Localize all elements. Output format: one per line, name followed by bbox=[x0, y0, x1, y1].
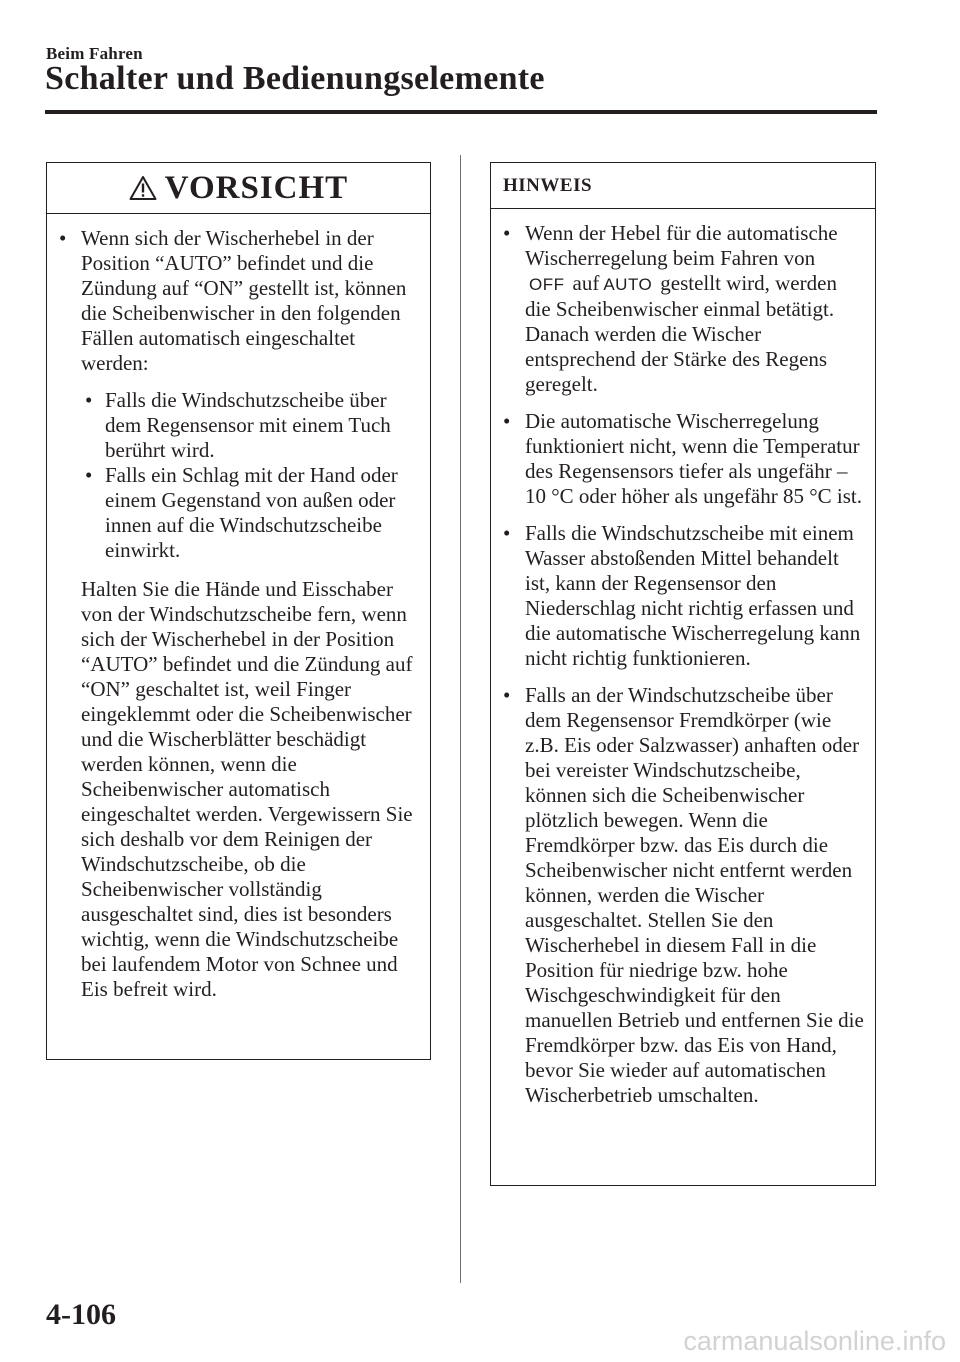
caution-subitem-text: Falls die Windschutzscheibe über dem Regensensor mit einem Tuch berührt wird. bbox=[105, 388, 391, 462]
note-bullet bbox=[499, 221, 865, 397]
caution-bullet-text: Wenn sich der Wischerhebel in der Position “AUTO” befindet und die Zündung auf “ON” gestellt ist, können die Scheibenwischer in den folgenden Fällen automatisch eingeschaltet werden: bbox=[81, 226, 407, 375]
bullet-dot-icon: • bbox=[503, 683, 511, 707]
note-bullet bbox=[499, 409, 865, 509]
auto-position-glyph: AUTO bbox=[603, 275, 653, 294]
note-bullet1-part3: gestellt wird, werden die Scheibenwischer einmal betätigt. Danach werden die Wischer entsprechend der Stärke des Regens geregelt. bbox=[525, 271, 837, 396]
watermark: carmanualsonline.info bbox=[683, 1326, 946, 1356]
bullet-dot-icon: • bbox=[503, 521, 511, 545]
section-label: Beim Fahren bbox=[46, 44, 143, 63]
note-bullet bbox=[499, 521, 865, 671]
note-header: HINWEIS bbox=[491, 163, 875, 209]
off-position-glyph: OFF bbox=[529, 275, 565, 294]
header-rule bbox=[45, 110, 877, 114]
page-title: Schalter und Bedienungselemente bbox=[45, 60, 545, 97]
caution-bullet bbox=[55, 226, 420, 376]
note-box bbox=[490, 162, 876, 1186]
caution-title: VORSICHT bbox=[164, 169, 349, 206]
bullet-dot-icon: • bbox=[503, 221, 511, 245]
caution-sub-list bbox=[81, 388, 420, 563]
caution-body bbox=[47, 214, 430, 1002]
note-bullet bbox=[499, 683, 865, 1108]
note-body bbox=[491, 209, 875, 1108]
note-bullet-text: Die automatische Wischerregelung funktioniert nicht, wenn die Temperatur des Regensensors tiefer als ungefähr –10 °C oder höher als ungefähr 85 °C ist. bbox=[525, 409, 862, 508]
caution-header bbox=[47, 163, 430, 214]
note-bullet-text: Falls an der Windschutzscheibe über dem Regensensor Fremdkörper (wie z.B. Eis oder Salzwasser) anhaften oder bei vereister Windschutzscheibe, können sich die Scheibenwischer plötzlich bewegen. Wenn die Fremdkörper bzw. das Eis durch die Scheibenwischer nicht entfernt werden können, werden die Wischer ausgeschaltet. Stellen Sie den Wischerhebel in diesem Fall in die Position für niedrige bzw. hohe Wischgeschwindigkeit für den manuellen Betrieb und entfernen Sie die Fremdkörper bzw. das Eis von Hand, bevor Sie wieder auf automatischen Wischerbetrieb umschalten. bbox=[525, 683, 864, 1107]
column-divider bbox=[460, 155, 461, 1283]
bullet-dot-icon: • bbox=[503, 409, 511, 433]
caution-paragraph: Halten Sie die Hände und Eisschaber von der Windschutzscheibe fern, wenn sich der Wischerhebel in der Position “AUTO” befindet und die Zündung auf “ON” geschaltet ist, weil Finger eingeklemmt oder die Scheibenwischer und die Wischerblätter beschädigt werden können, wenn die Scheibenwischer automatisch eingeschaltet werden. Vergewissern Sie sich deshalb vor dem Reinigen der Windschutzscheibe, ob die Scheibenwischer vollständig ausgeschaltet sind, dies ist besonders wichtig, wenn die Windschutzscheibe bei laufendem Motor von Schnee und Eis befreit wird. bbox=[81, 577, 413, 1001]
page-number: 4-106 bbox=[46, 1298, 116, 1331]
note-bullet1-part2: auf bbox=[572, 271, 600, 295]
note-bullet1-part1: Wenn der Hebel für die automatische Wischerregelung beim Fahren von bbox=[525, 221, 838, 270]
note-bullet-text: Falls die Windschutzscheibe mit einem Wasser abstoßenden Mittel behandelt ist, kann der Regensensor den Niederschlag nicht richtig erfassen und die automatische Wischerregelung kann nicht richtig funktionieren. bbox=[525, 521, 861, 670]
bullet-dot-icon: • bbox=[59, 226, 67, 250]
sub-bullet-icon: • bbox=[85, 463, 93, 487]
caution-subitem-text: Falls ein Schlag mit der Hand oder einem Gegenstand von außen oder innen auf die Windschutzscheibe einwirkt. bbox=[105, 463, 398, 562]
caution-subitem bbox=[81, 388, 420, 463]
caution-box bbox=[46, 162, 431, 1060]
note-bullet-text bbox=[525, 221, 865, 397]
warning-triangle-icon bbox=[129, 175, 157, 201]
caution-subitem bbox=[81, 463, 420, 563]
sub-bullet-icon: • bbox=[85, 388, 93, 412]
